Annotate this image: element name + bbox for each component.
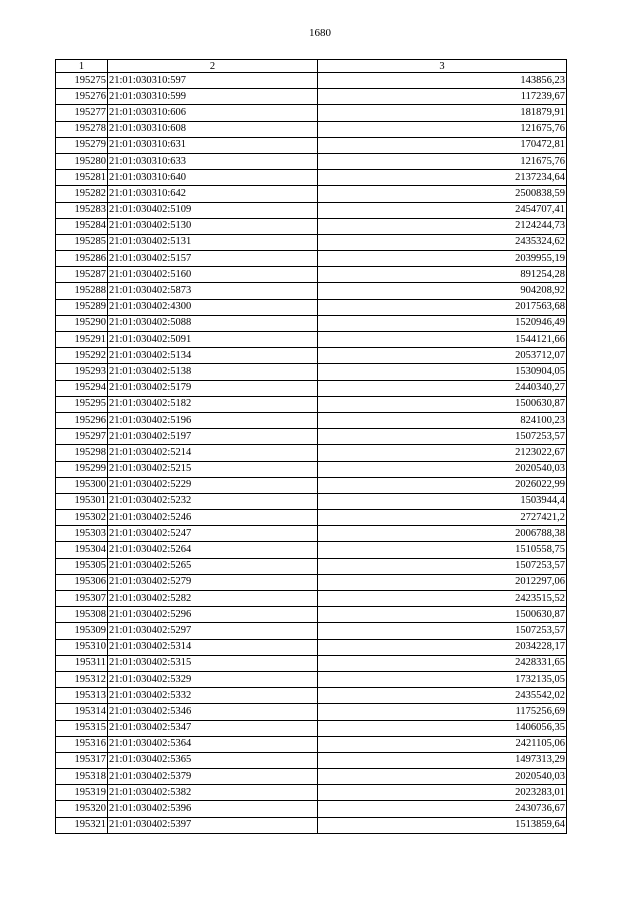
value-cell: 2428331,65 — [318, 655, 567, 671]
row-number-cell: 195316 — [56, 736, 108, 752]
cadastral-number-cell: 21:01:030402:5196 — [108, 412, 318, 428]
table-row — [56, 412, 567, 428]
value-cell: 2020540,03 — [318, 461, 567, 477]
table-row — [56, 574, 567, 590]
cadastral-number-cell: 21:01:030402:5346 — [108, 704, 318, 720]
value-cell: 2012297,06 — [318, 574, 567, 590]
value-cell: 2017563,68 — [318, 299, 567, 315]
value-cell: 1520946,49 — [318, 315, 567, 331]
row-number-cell: 195288 — [56, 283, 108, 299]
value-cell: 2034228,17 — [318, 639, 567, 655]
row-number-cell: 195305 — [56, 558, 108, 574]
cadastral-number-cell: 21:01:030310:599 — [108, 89, 318, 105]
table-row — [56, 380, 567, 396]
cadastral-number-cell: 21:01:030402:5229 — [108, 477, 318, 493]
table-row — [56, 429, 567, 445]
cadastral-number-cell: 21:01:030402:5264 — [108, 542, 318, 558]
value-cell: 2137234,64 — [318, 170, 567, 186]
table-row — [56, 364, 567, 380]
row-number-cell: 195320 — [56, 801, 108, 817]
value-cell: 1175256,69 — [318, 704, 567, 720]
value-cell: 1732135,05 — [318, 671, 567, 687]
cadastral-number-cell: 21:01:030402:5396 — [108, 801, 318, 817]
cadastral-number-cell: 21:01:030402:5282 — [108, 591, 318, 607]
cadastral-number-cell: 21:01:030402:5329 — [108, 671, 318, 687]
cadastral-number-cell: 21:01:030402:5246 — [108, 510, 318, 526]
cadastral-number-cell: 21:01:030402:5232 — [108, 493, 318, 509]
cadastral-number-cell: 21:01:030402:4300 — [108, 299, 318, 315]
row-number-cell: 195289 — [56, 299, 108, 315]
value-cell: 143856,23 — [318, 73, 567, 89]
table-row — [56, 801, 567, 817]
table-row — [56, 137, 567, 153]
row-number-cell: 195304 — [56, 542, 108, 558]
row-number-cell: 195311 — [56, 655, 108, 671]
cadastral-number-cell: 21:01:030402:5279 — [108, 574, 318, 590]
value-cell: 2026022,99 — [318, 477, 567, 493]
cadastral-number-cell: 21:01:030402:5197 — [108, 429, 318, 445]
table-row — [56, 121, 567, 137]
table-row — [56, 105, 567, 121]
table-row — [56, 736, 567, 752]
row-number-cell: 195317 — [56, 752, 108, 768]
row-number-cell: 195275 — [56, 73, 108, 89]
value-cell: 1500630,87 — [318, 396, 567, 412]
value-cell: 1497313,29 — [318, 752, 567, 768]
row-number-cell: 195315 — [56, 720, 108, 736]
row-number-cell: 195296 — [56, 412, 108, 428]
value-cell: 1406056,35 — [318, 720, 567, 736]
cadastral-number-cell: 21:01:030402:5315 — [108, 655, 318, 671]
cadastral-number-cell: 21:01:030402:5364 — [108, 736, 318, 752]
value-cell: 2023283,01 — [318, 785, 567, 801]
row-number-cell: 195309 — [56, 623, 108, 639]
cadastral-number-cell: 21:01:030310:631 — [108, 137, 318, 153]
row-number-cell: 195291 — [56, 332, 108, 348]
table-row — [56, 234, 567, 250]
table-row — [56, 671, 567, 687]
table-row — [56, 477, 567, 493]
page-number: 1680 — [309, 27, 331, 39]
table-row — [56, 655, 567, 671]
row-number-cell: 195298 — [56, 445, 108, 461]
table-row — [56, 299, 567, 315]
cadastral-number-cell: 21:01:030402:5131 — [108, 234, 318, 250]
value-cell: 2123022,67 — [318, 445, 567, 461]
row-number-cell: 195319 — [56, 785, 108, 801]
table-row — [56, 348, 567, 364]
row-number-cell: 195278 — [56, 121, 108, 137]
row-number-cell: 195297 — [56, 429, 108, 445]
row-number-cell: 195283 — [56, 202, 108, 218]
value-cell: 1544121,66 — [318, 332, 567, 348]
table-row — [56, 720, 567, 736]
row-number-cell: 195318 — [56, 769, 108, 785]
cadastral-number-cell: 21:01:030402:5297 — [108, 623, 318, 639]
value-cell: 2435542,02 — [318, 688, 567, 704]
cadastral-number-cell: 21:01:030310:606 — [108, 105, 318, 121]
cadastral-number-cell: 21:01:030402:5214 — [108, 445, 318, 461]
row-number-cell: 195302 — [56, 510, 108, 526]
value-cell: 2006788,38 — [318, 526, 567, 542]
table-row — [56, 510, 567, 526]
row-number-cell: 195282 — [56, 186, 108, 202]
column-header-2: 2 — [108, 60, 318, 73]
table-row — [56, 769, 567, 785]
table-row — [56, 591, 567, 607]
cadastral-number-cell: 21:01:030310:608 — [108, 121, 318, 137]
cadastral-number-cell: 21:01:030402:5134 — [108, 348, 318, 364]
row-number-cell: 195290 — [56, 315, 108, 331]
cadastral-number-cell: 21:01:030402:5157 — [108, 251, 318, 267]
table-row — [56, 493, 567, 509]
cadastral-number-cell: 21:01:030402:5332 — [108, 688, 318, 704]
value-cell: 824100,23 — [318, 412, 567, 428]
table-row — [56, 251, 567, 267]
row-number-cell: 195314 — [56, 704, 108, 720]
row-number-cell: 195277 — [56, 105, 108, 121]
row-number-cell: 195276 — [56, 89, 108, 105]
value-cell: 117239,67 — [318, 89, 567, 105]
cadastral-number-cell: 21:01:030402:5088 — [108, 315, 318, 331]
cadastral-number-cell: 21:01:030402:5365 — [108, 752, 318, 768]
value-cell: 1500630,87 — [318, 607, 567, 623]
row-number-cell: 195287 — [56, 267, 108, 283]
row-number-cell: 195310 — [56, 639, 108, 655]
value-cell: 170472,81 — [318, 137, 567, 153]
table-row — [56, 785, 567, 801]
cadastral-number-cell: 21:01:030402:5397 — [108, 817, 318, 833]
value-cell: 121675,76 — [318, 153, 567, 169]
table-row — [56, 73, 567, 89]
table-row — [56, 445, 567, 461]
table-row — [56, 170, 567, 186]
row-number-cell: 195321 — [56, 817, 108, 833]
table-row — [56, 558, 567, 574]
table-row — [56, 218, 567, 234]
value-cell: 1507253,57 — [318, 558, 567, 574]
table-row — [56, 89, 567, 105]
table-row — [56, 623, 567, 639]
cadastral-number-cell: 21:01:030402:5215 — [108, 461, 318, 477]
cadastral-number-cell: 21:01:030310:597 — [108, 73, 318, 89]
row-number-cell: 195280 — [56, 153, 108, 169]
table-row — [56, 461, 567, 477]
value-cell: 2423515,52 — [318, 591, 567, 607]
table-row — [56, 704, 567, 720]
cadastral-number-cell: 21:01:030402:5160 — [108, 267, 318, 283]
row-number-cell: 195308 — [56, 607, 108, 623]
cadastral-number-cell: 21:01:030402:5109 — [108, 202, 318, 218]
cadastral-number-cell: 21:01:030402:5379 — [108, 769, 318, 785]
value-cell: 181879,91 — [318, 105, 567, 121]
cadastral-number-cell: 21:01:030310:642 — [108, 186, 318, 202]
table-row — [56, 752, 567, 768]
row-number-cell: 195299 — [56, 461, 108, 477]
value-cell: 1507253,57 — [318, 623, 567, 639]
cadastral-number-cell: 21:01:030402:5182 — [108, 396, 318, 412]
value-cell: 1507253,57 — [318, 429, 567, 445]
cadastral-number-cell: 21:01:030310:640 — [108, 170, 318, 186]
row-number-cell: 195312 — [56, 671, 108, 687]
column-header-1: 1 — [56, 60, 108, 73]
row-number-cell: 195307 — [56, 591, 108, 607]
value-cell: 904208,92 — [318, 283, 567, 299]
data-table — [55, 59, 567, 834]
row-number-cell: 195313 — [56, 688, 108, 704]
value-cell: 891254,28 — [318, 267, 567, 283]
value-cell: 121675,76 — [318, 121, 567, 137]
row-number-cell: 195285 — [56, 234, 108, 250]
cadastral-number-cell: 21:01:030310:633 — [108, 153, 318, 169]
row-number-cell: 195295 — [56, 396, 108, 412]
cadastral-number-cell: 21:01:030402:5179 — [108, 380, 318, 396]
cadastral-number-cell: 21:01:030402:5247 — [108, 526, 318, 542]
cadastral-number-cell: 21:01:030402:5296 — [108, 607, 318, 623]
cadastral-number-cell: 21:01:030402:5138 — [108, 364, 318, 380]
table-row — [56, 639, 567, 655]
value-cell: 1503944,4 — [318, 493, 567, 509]
row-number-cell: 195301 — [56, 493, 108, 509]
cadastral-number-cell: 21:01:030402:5314 — [108, 639, 318, 655]
table-body — [56, 60, 567, 834]
column-header-3: 3 — [318, 60, 567, 73]
cadastral-number-cell: 21:01:030402:5873 — [108, 283, 318, 299]
table-row — [56, 332, 567, 348]
row-number-cell: 195292 — [56, 348, 108, 364]
table-row — [56, 153, 567, 169]
cadastral-number-cell: 21:01:030402:5130 — [108, 218, 318, 234]
table-row — [56, 202, 567, 218]
value-cell: 2430736,67 — [318, 801, 567, 817]
value-cell: 2053712,07 — [318, 348, 567, 364]
row-number-cell: 195281 — [56, 170, 108, 186]
table-header-row — [56, 60, 567, 73]
table-row — [56, 526, 567, 542]
row-number-cell: 195300 — [56, 477, 108, 493]
value-cell: 2440340,27 — [318, 380, 567, 396]
table-row — [56, 283, 567, 299]
row-number-cell: 195293 — [56, 364, 108, 380]
value-cell: 2020540,03 — [318, 769, 567, 785]
cadastral-number-cell: 21:01:030402:5347 — [108, 720, 318, 736]
value-cell: 1530904,05 — [318, 364, 567, 380]
row-number-cell: 195284 — [56, 218, 108, 234]
row-number-cell: 195303 — [56, 526, 108, 542]
table-row — [56, 817, 567, 833]
value-cell: 2124244,73 — [318, 218, 567, 234]
table-row — [56, 607, 567, 623]
value-cell: 2727421,2 — [318, 510, 567, 526]
table-row — [56, 396, 567, 412]
value-cell: 2039955,19 — [318, 251, 567, 267]
value-cell: 2435324,62 — [318, 234, 567, 250]
cadastral-number-cell: 21:01:030402:5091 — [108, 332, 318, 348]
value-cell: 2421105,06 — [318, 736, 567, 752]
value-cell: 1510558,75 — [318, 542, 567, 558]
table-row — [56, 542, 567, 558]
value-cell: 2500838,59 — [318, 186, 567, 202]
table-row — [56, 267, 567, 283]
table-row — [56, 186, 567, 202]
row-number-cell: 195294 — [56, 380, 108, 396]
table-row — [56, 315, 567, 331]
row-number-cell: 195286 — [56, 251, 108, 267]
value-cell: 1513859,64 — [318, 817, 567, 833]
table-row — [56, 688, 567, 704]
value-cell: 2454707,41 — [318, 202, 567, 218]
row-number-cell: 195279 — [56, 137, 108, 153]
cadastral-number-cell: 21:01:030402:5382 — [108, 785, 318, 801]
row-number-cell: 195306 — [56, 574, 108, 590]
cadastral-number-cell: 21:01:030402:5265 — [108, 558, 318, 574]
